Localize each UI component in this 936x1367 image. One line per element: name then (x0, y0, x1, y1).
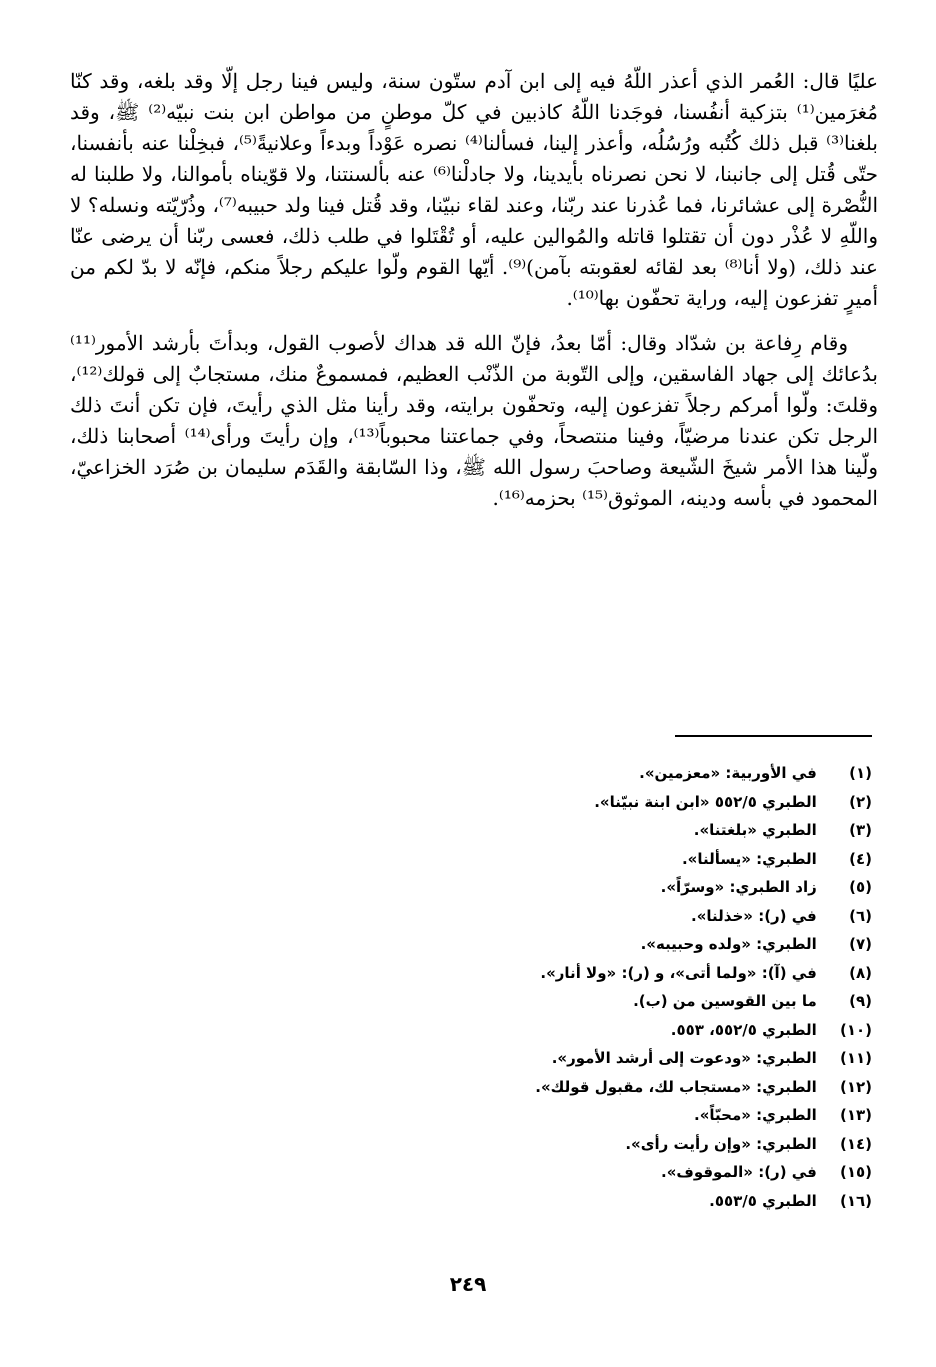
footnote-number: (١١) (839, 1049, 872, 1067)
footnote-text: في الأوربية: «معزمين». (639, 764, 817, 782)
footnote-text: الطبري: «مستجاب لك، مقبول قولك». (535, 1077, 817, 1096)
footnote-text: الطبري ٥٥٢/٥ «ابن ابنة نبيّنا». (594, 792, 817, 811)
footnote-number: (١٠) (839, 1020, 872, 1039)
footnote-number: (١) (849, 764, 872, 782)
footnote-number: (٣) (849, 821, 872, 839)
footnote (250, 987, 872, 1016)
footnote-text: الطبري: «يسألنا». (681, 849, 817, 868)
footnote-number: (١٢) (839, 1077, 872, 1096)
footnote-text: في (آ): «ولما أتى»، و (ر): «ولا أنار». (540, 963, 817, 982)
footnote-text: ما بين القوسين من (ب). (633, 992, 817, 1010)
footnote (250, 1130, 872, 1159)
footnote (250, 759, 872, 788)
main-text (70, 66, 878, 514)
footnote (250, 1158, 872, 1187)
footnote-text: في (ر): «خذلنا». (691, 906, 817, 925)
footnote-text: الطبري «بلغتنا». (693, 821, 817, 839)
page-number: ٢٤٩ (449, 1272, 487, 1296)
footnote (250, 1073, 872, 1102)
footnote-text: زاد الطبري: «وسرّاً». (660, 878, 817, 896)
footnote-number: (٩) (849, 992, 872, 1010)
footnote (250, 959, 872, 988)
footnote-number: (٧) (849, 935, 872, 953)
footnote-number: (١٣) (839, 1106, 872, 1124)
footnote-number: (١٤) (839, 1134, 872, 1153)
footnote (250, 1044, 872, 1073)
footnote-number: (١٦) (839, 1191, 872, 1210)
footnote (250, 788, 872, 817)
paragraph-1: عليًا قال: العُمر الذي أعذر اللّهُ فيه إلى ابن آدم ستّون سنة، وليس فينا رجل إلّا وقد بلغه، وقد كنّا مُغرَمين⁽¹⁾ بتزكية أنفُسنا، فوجَدنا اللّهُ كاذبين في كلّ موطنٍ من مواطن ابن بنت نبيّه⁽²⁾ ﷺ، وقد بلغنا⁽³⁾ قبل ذلك كُتُبه ورُسُلُه، وأعذر إلينا، فسألنا⁽⁴⁾ نصره عَوْداً وبدءاً وعلانيةً⁽⁵⁾، فبخِلْنا عنه بأنفسنا، حتّى قُتل إلى جانبنا، لا نحن نصرناه بأيدينا، ولا جادلْنا⁽⁶⁾ عنه بألسنتنا، ولا قوّيناه بأموالنا، ولا طلبنا له النُّصْرة إلى عشائرنا، فما عُذرنا عند ربّنا، وعند لقاء نبيّنا، وقد قُتل فينا ولد حبيبه⁽⁷⁾، وذُرّيّته ونسله؟ لا واللّهِ لا عُذْر دون أن تقتلوا قاتله والمُوالين عليه، أو تُقْتَلوا في طلب ذلك، فعسى ربّنا أن يرضى عنّا عند ذلك، (ولا أنا⁽⁸⁾ بعد لقائه لعقوبته بآمن)⁽⁹⁾. أيّها القوم ولّوا عليكم رجلاً منكم، فإنّه لا بدّ لكم من أميرٍ تفزعون إليه، وراية تحفّون بها⁽¹⁰⁾. (70, 69, 878, 310)
paragraph-2: وقام رِفاعة بن شدّاد وقال: أمّا بعدُ، فإنّ الله قد هداك لأصوب القول، وبدأتَ بأرشد الأمور⁽¹¹⁾ بدُعائك إلى جهاد الفاسقين، وإلى التّوبة من الذّنْب العظيم، فمسموعٌ منك، مستجابٌ إلى قولك⁽¹²⁾، وقلتَ: ولّوا أمركم رجلاً تفزعون إليه، وتحفّون برايته، وقد رأينا مثل الذي رأيتَ، فإن تكن أنتَ ذلك الرجل تكن عندنا مرضيّاً، وفينا منتصحاً، وفي جماعتنا محبوباً⁽¹³⁾، وإن رأيتَ ورأى⁽¹⁴⁾ أصحابنا ذلك، ولّينا هذا الأمر شيخَ الشّيعة وصاحبَ رسول الله ﷺ، وذا السّابقة والقَدَم سليمان بن صُرَد الخزاعيّ، المحمود في بأسه ودينه، الموثوق⁽¹⁵⁾ بحزمه⁽¹⁶⁾. (70, 331, 878, 510)
footnote (250, 816, 872, 845)
footnote-text: الطبري ٥٥٢/٥، ٥٥٣. (670, 1020, 817, 1039)
footnote-number: (٢) (849, 792, 872, 811)
footnote-text: الطبري: «محبّاً». (694, 1106, 817, 1124)
footnote-text: في (ر): «الموقوف». (661, 1163, 817, 1181)
footnote-text: الطبري ٥٥٣/٥. (709, 1191, 817, 1210)
footnotes-list (250, 759, 872, 1215)
footnote (250, 930, 872, 959)
footnote-number: (٥) (849, 878, 872, 896)
footnote-text: الطبري: «ودعوت إلى أرشد الأمور». (551, 1049, 817, 1067)
footnote-number: (٨) (849, 963, 872, 982)
footnote (250, 845, 872, 874)
footnote-number: (١٥) (839, 1163, 872, 1181)
footnote-text: الطبري: «ولده وحبيبه». (640, 935, 817, 953)
footnote-separator (675, 735, 872, 737)
footnote (250, 1187, 872, 1216)
footnote-number: (٤) (849, 849, 872, 868)
footnote-number: (٦) (849, 906, 872, 925)
footnote (250, 1016, 872, 1045)
footnote (250, 873, 872, 902)
footnote-text: الطبري: «وإن رأيت رأى». (625, 1134, 817, 1153)
footnote (250, 1101, 872, 1130)
footnote (250, 902, 872, 931)
